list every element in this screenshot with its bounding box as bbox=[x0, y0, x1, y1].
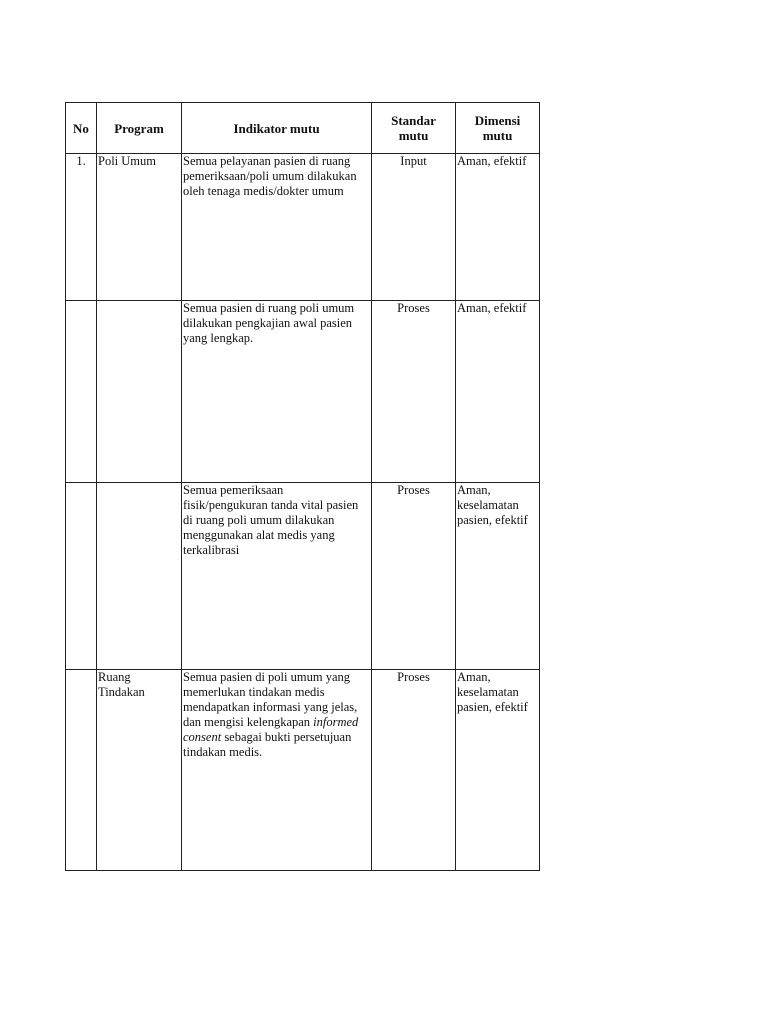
table-row bbox=[66, 301, 540, 483]
cell-indikator-italic: informed consent bbox=[183, 715, 359, 744]
cell-standar: Proses bbox=[372, 670, 456, 871]
cell-standar: Input bbox=[372, 154, 456, 301]
table-row bbox=[66, 483, 540, 670]
cell-program-line2: Tindakan bbox=[98, 685, 145, 699]
quality-indicator-table bbox=[65, 102, 540, 871]
cell-dimensi: Aman, efektif bbox=[456, 154, 540, 301]
cell-dimensi: Aman, keselamatan pasien, efektif bbox=[456, 483, 540, 670]
cell-no bbox=[66, 483, 97, 670]
table-header-row bbox=[66, 103, 540, 154]
table-row bbox=[66, 154, 540, 301]
cell-program bbox=[97, 483, 182, 670]
cell-standar: Proses bbox=[372, 301, 456, 483]
header-program: Program bbox=[97, 103, 182, 154]
header-dimensi-line2: mutu bbox=[482, 128, 513, 143]
cell-indikator: Semua pasien di ruang poli umum dilakukan pengkajian awal pasien yang lengkap. bbox=[182, 301, 372, 483]
cell-standar: Proses bbox=[372, 483, 456, 670]
cell-dimensi: Aman, efektif bbox=[456, 301, 540, 483]
cell-program-line1: Ruang bbox=[98, 670, 131, 684]
header-standar-line2: mutu bbox=[398, 128, 429, 143]
cell-indikator bbox=[182, 670, 372, 871]
cell-program bbox=[97, 301, 182, 483]
cell-no bbox=[66, 670, 97, 871]
header-standar-line1: Standar bbox=[391, 113, 436, 128]
header-indikator: Indikator mutu bbox=[182, 103, 372, 154]
header-dimensi-line1: Dimensi bbox=[474, 113, 521, 128]
cell-program bbox=[97, 670, 182, 871]
cell-indikator-part1: Semua pasien di poli umum yang memerlukan tindakan medis mendapatkan informasi yang jelas, dan mengisi kelengkapan bbox=[183, 670, 358, 729]
cell-indikator: Semua pelayanan pasien di ruang pemeriksaan/poli umum dilakukan oleh tenaga medis/dokter umum bbox=[182, 154, 372, 301]
header-standar bbox=[372, 103, 456, 154]
cell-no bbox=[66, 301, 97, 483]
table-row bbox=[66, 670, 540, 871]
cell-indikator-part2: sebagai bukti persetujuan tindakan medis. bbox=[183, 730, 352, 759]
cell-indikator: Semua pemeriksaan fisik/pengukuran tanda vital pasien di ruang poli umum dilakukan menggunakan alat medis yang terkalibrasi bbox=[182, 483, 372, 670]
header-no: No bbox=[66, 103, 97, 154]
header-dimensi bbox=[456, 103, 540, 154]
cell-program: Poli Umum bbox=[97, 154, 182, 301]
cell-dimensi: Aman, keselamatan pasien, efektif bbox=[456, 670, 540, 871]
cell-no: 1. bbox=[66, 154, 97, 301]
